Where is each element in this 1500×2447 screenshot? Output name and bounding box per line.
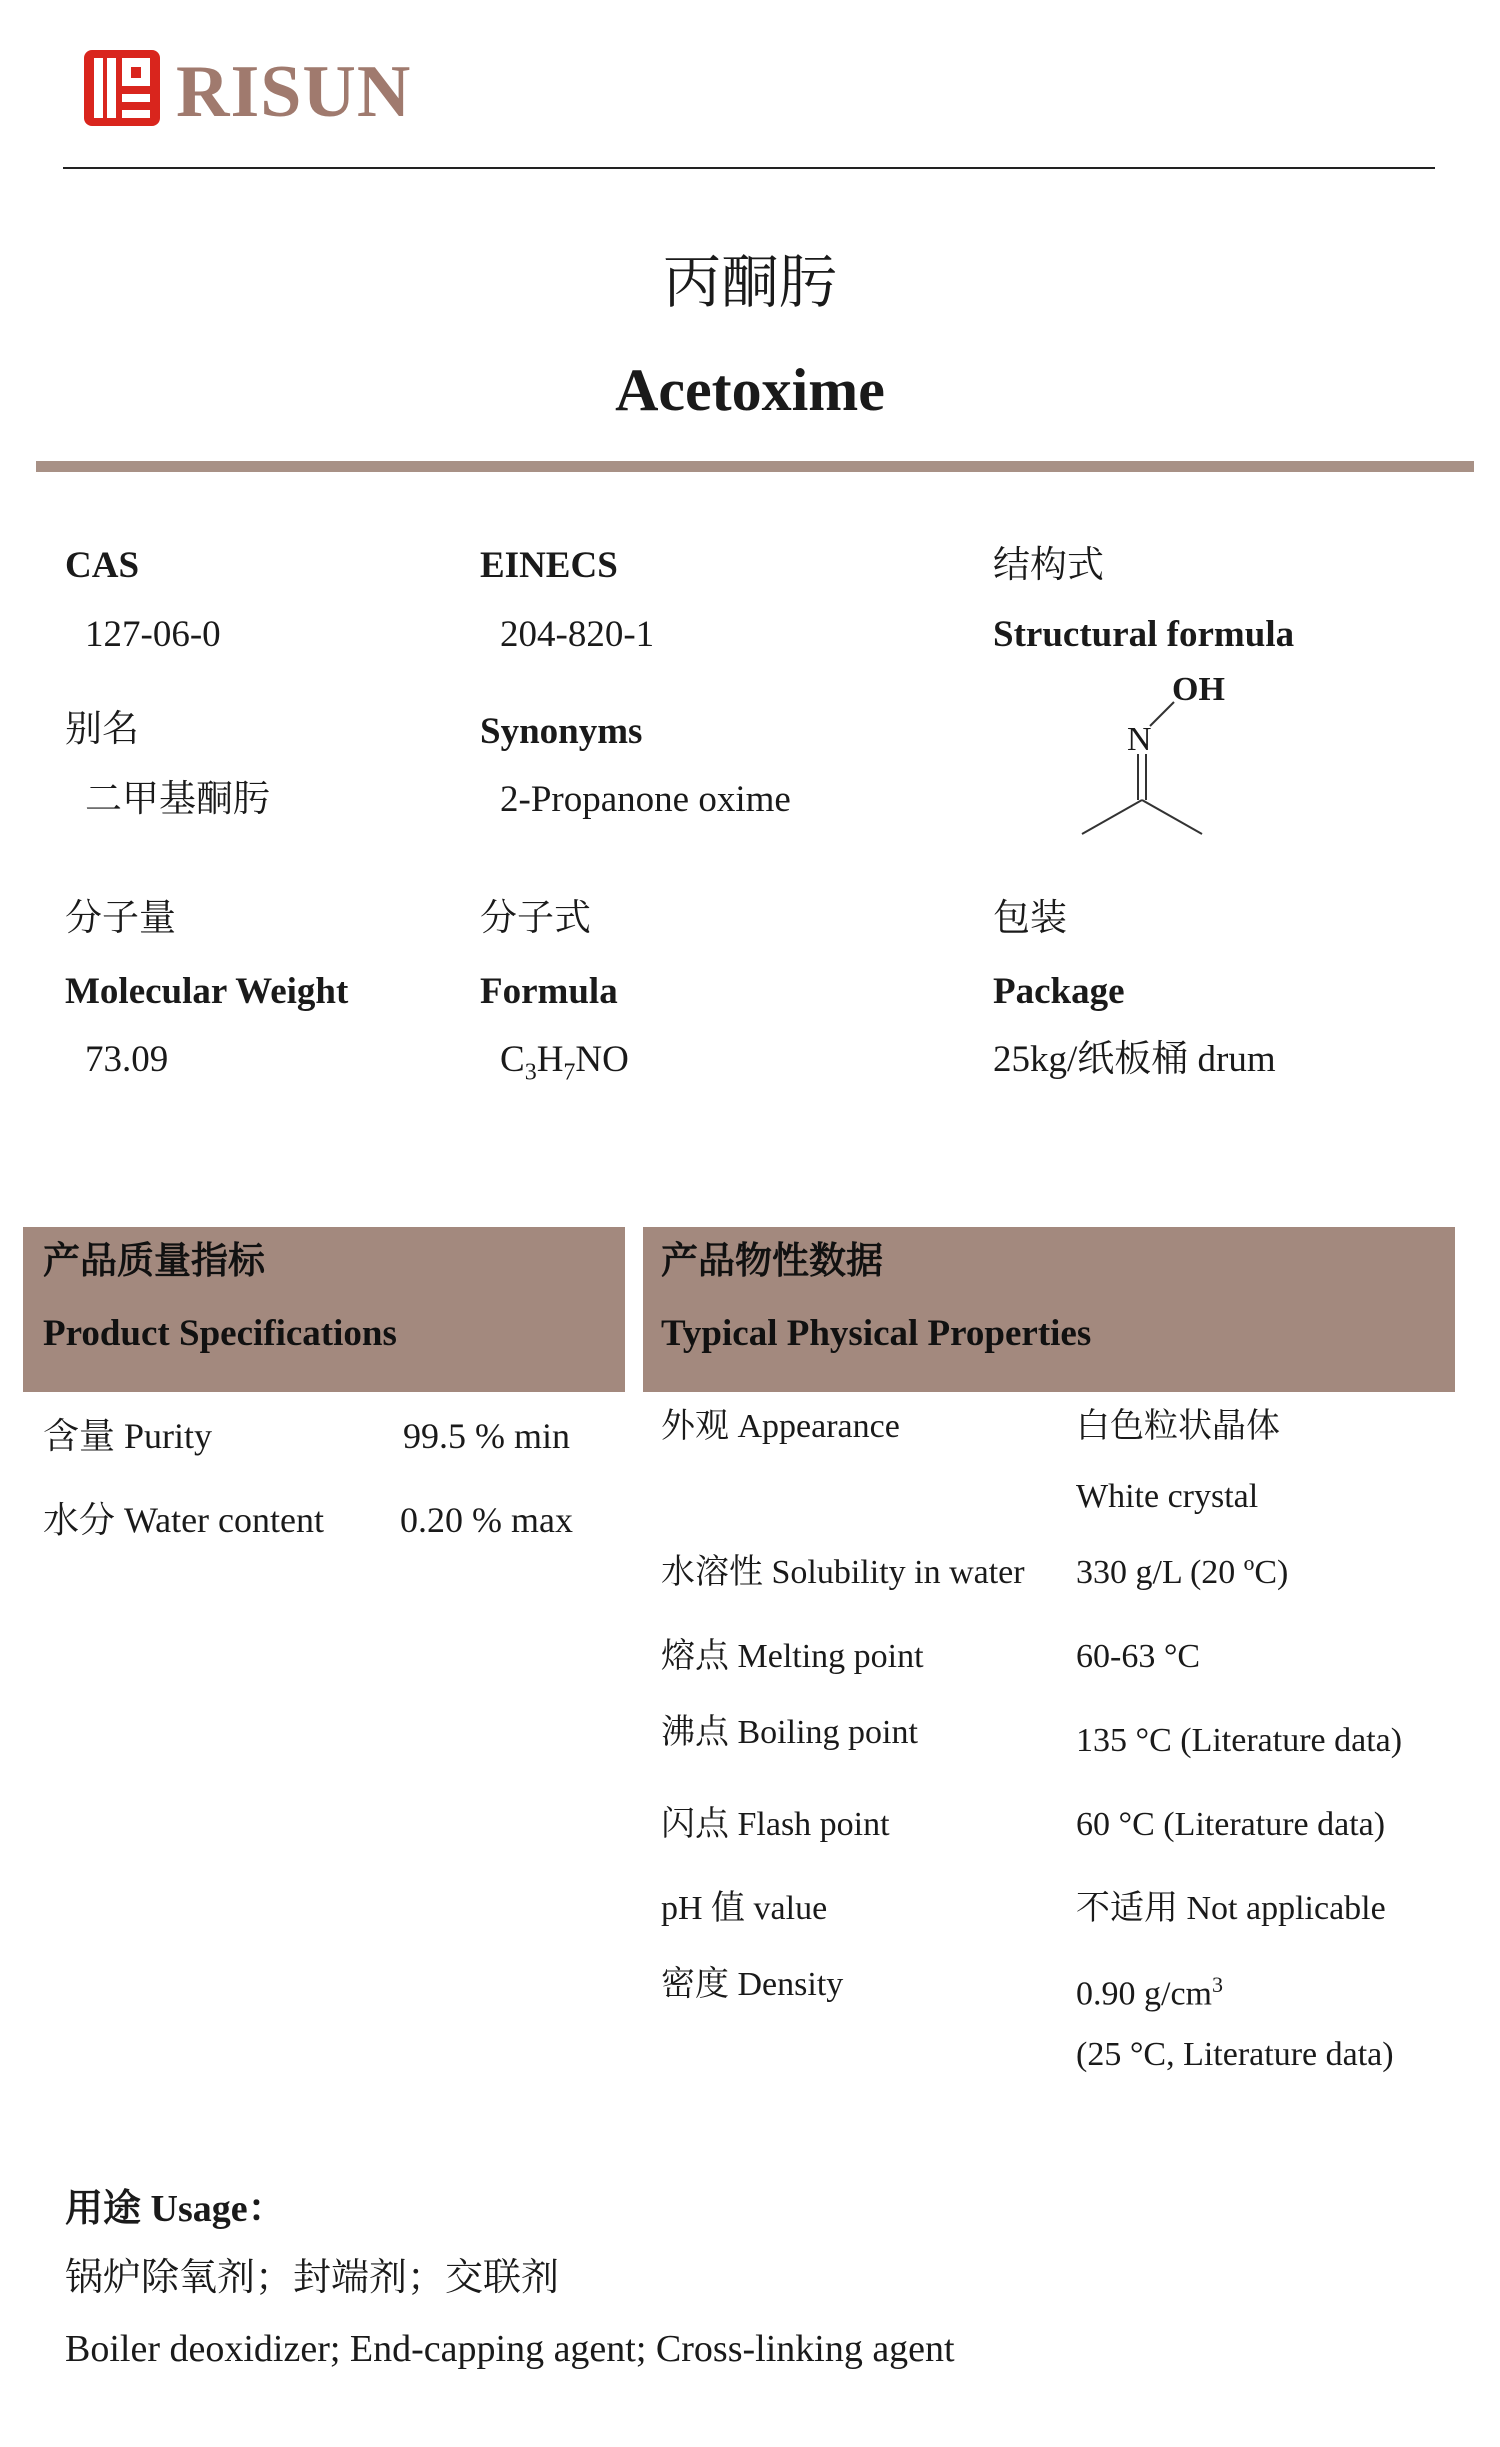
formula-label-en: Formula xyxy=(480,971,618,1012)
prop-name-ph: pH 值 value xyxy=(661,1890,828,1927)
prop-name-solubility: 水溶性 Solubility in water xyxy=(661,1554,1025,1591)
cas-label: CAS xyxy=(65,545,140,586)
spec-name-water: 水分 Water content xyxy=(43,1500,325,1540)
title-divider xyxy=(36,461,1474,472)
prop-name-density: 密度 Density xyxy=(661,1966,844,2003)
synonyms-label: Synonyms xyxy=(480,711,643,752)
spec-value-purity: 99.5 % min xyxy=(403,1416,570,1456)
synonyms-value: 2-Propanone oxime xyxy=(500,779,791,820)
prop-value-density: 0.90 $g/cm^3$ xyxy=(1076,1972,1223,2013)
specs-header-en: Product Specifications xyxy=(43,1313,397,1354)
package-label-cn: 包装 xyxy=(993,898,1067,939)
prop-name-boiling: 沸点 Boiling point xyxy=(661,1714,918,1751)
structure-label-cn: 结构式 xyxy=(993,545,1104,586)
mw-label-en: Molecular Weight xyxy=(65,971,349,1012)
structural-formula-diagram xyxy=(1072,670,1252,850)
logo-text: RISUN xyxy=(176,51,412,133)
mw-label-cn: 分子量 xyxy=(65,898,176,939)
usage-text-cn: 锅炉除氧剂；封端剂；交联剂 xyxy=(65,2257,560,2299)
usage-text-en: Boiler deoxidizer; End-capping agent; Cross-linking agent xyxy=(65,2328,955,2370)
prop-value-solubility: 330 g/L (20 ºC) xyxy=(1076,1554,1289,1591)
prop-value-density-note: (25 °C, Literature data) xyxy=(1076,2036,1394,2073)
einecs-label: EINECS xyxy=(480,545,618,586)
prop-value-flash: 60 °C (Literature data) xyxy=(1076,1806,1386,1843)
prop-name-melting: 熔点 Melting point xyxy=(661,1638,924,1675)
structure-label-en: Structural formula xyxy=(993,614,1295,655)
header-divider xyxy=(63,167,1435,169)
props-header xyxy=(643,1227,1455,1392)
prop-value-appearance-cn: 白色粒状晶体 xyxy=(1076,1408,1280,1445)
prop-value-melting: 60-63 °C xyxy=(1076,1638,1201,1675)
cas-value: 127-06-0 xyxy=(85,614,221,655)
prop-value-boiling: 135 °C (Literature data) xyxy=(1076,1722,1403,1759)
atom-n: N xyxy=(1127,721,1152,758)
package-label-en: Package xyxy=(993,971,1125,1012)
prop-value-appearance-en: White crystal xyxy=(1076,1478,1259,1515)
specs-header-cn: 产品质量指标 xyxy=(43,1241,265,1282)
atom-oh: OH xyxy=(1172,671,1225,708)
prop-name-appearance: 外观 Appearance xyxy=(661,1408,900,1445)
usage-label: 用途 Usage： xyxy=(65,2188,286,2230)
alias-value: 二甲基酮肟 xyxy=(85,779,270,820)
product-title-en: Acetoxime xyxy=(615,357,885,423)
props-header-cn: 产品物性数据 xyxy=(661,1241,883,1282)
risun-logo-icon xyxy=(82,48,162,128)
prop-value-ph: 不适用 Not applicable xyxy=(1076,1890,1386,1927)
specs-header xyxy=(23,1227,625,1392)
props-header-en: Typical Physical Properties xyxy=(661,1313,1092,1354)
formula-value: $C_3H_7NO$ xyxy=(500,1039,629,1086)
formula-label-cn: 分子式 xyxy=(480,898,591,939)
spec-value-water: 0.20 % max xyxy=(400,1500,573,1540)
prop-name-flash: 闪点 Flash point xyxy=(661,1806,890,1843)
einecs-value: 204-820-1 xyxy=(500,614,655,655)
alias-label: 别名 xyxy=(65,709,139,750)
product-title-cn: 丙酮肟 xyxy=(662,250,837,315)
package-value: 25kg/纸板桶 drum xyxy=(993,1039,1276,1080)
mw-value: 73.09 xyxy=(85,1039,169,1080)
spec-name-purity: 含量 Purity xyxy=(43,1416,213,1456)
